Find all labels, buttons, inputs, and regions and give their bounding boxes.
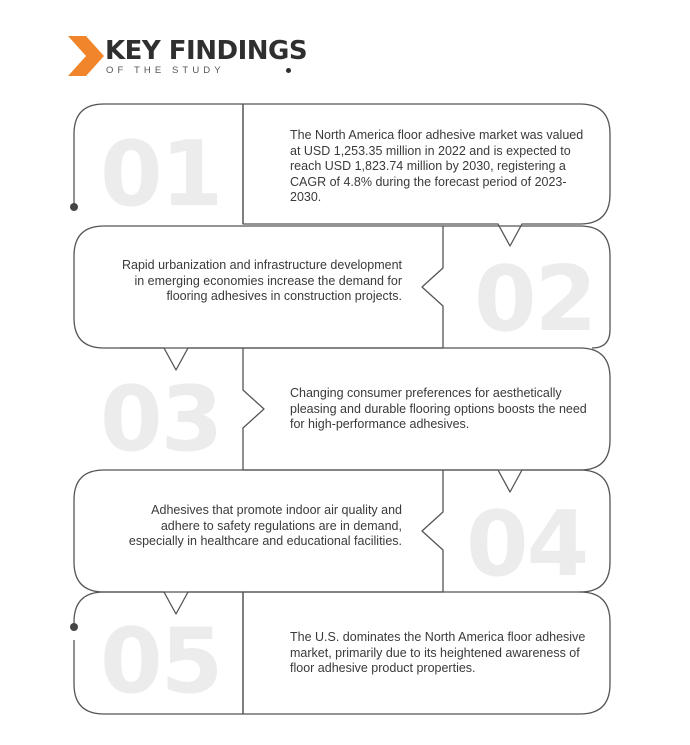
finding-text-01: The North America floor adhesive market was valued at USD 1,253.35 million in 2022 and is expected to reach USD 1,823.74 million by 2030, registering a CAGR of 4.8% during the forecast period of 2023-2030. [290,128,584,204]
finding-number-01: 01 [100,122,222,227]
page-subtitle: OF THE STUDY [106,65,225,76]
page-title: KEY FINDINGS [105,36,308,66]
finding-number-04: 04 [466,492,588,597]
finding-text-02: Rapid urbanization and infrastructure development in emerging economies increase the demand for flooring adhesives in construction projects. [121,258,402,303]
finding-text-05: The U.S. dominates the North America floor adhesive market, primarily due to its heightened awareness of floor adhesive product properties. [290,630,586,675]
chevron-right-icon [68,36,104,76]
finding-text-04: Adhesives that promote indoor air quality and adhere to safety regulations are in demand, especially in healthcare and educational facilities. [128,503,402,548]
header [68,34,328,80]
finding-number-05: 05 [100,609,222,714]
finding-number-03: 03 [100,367,222,472]
finding-text-03: Changing consumer preferences for aesthetically pleasing and durable flooring options boosts the need for high-performance adhesives. [290,386,587,431]
finding-number-02: 02 [474,247,596,352]
subtitle-dot [286,68,291,73]
